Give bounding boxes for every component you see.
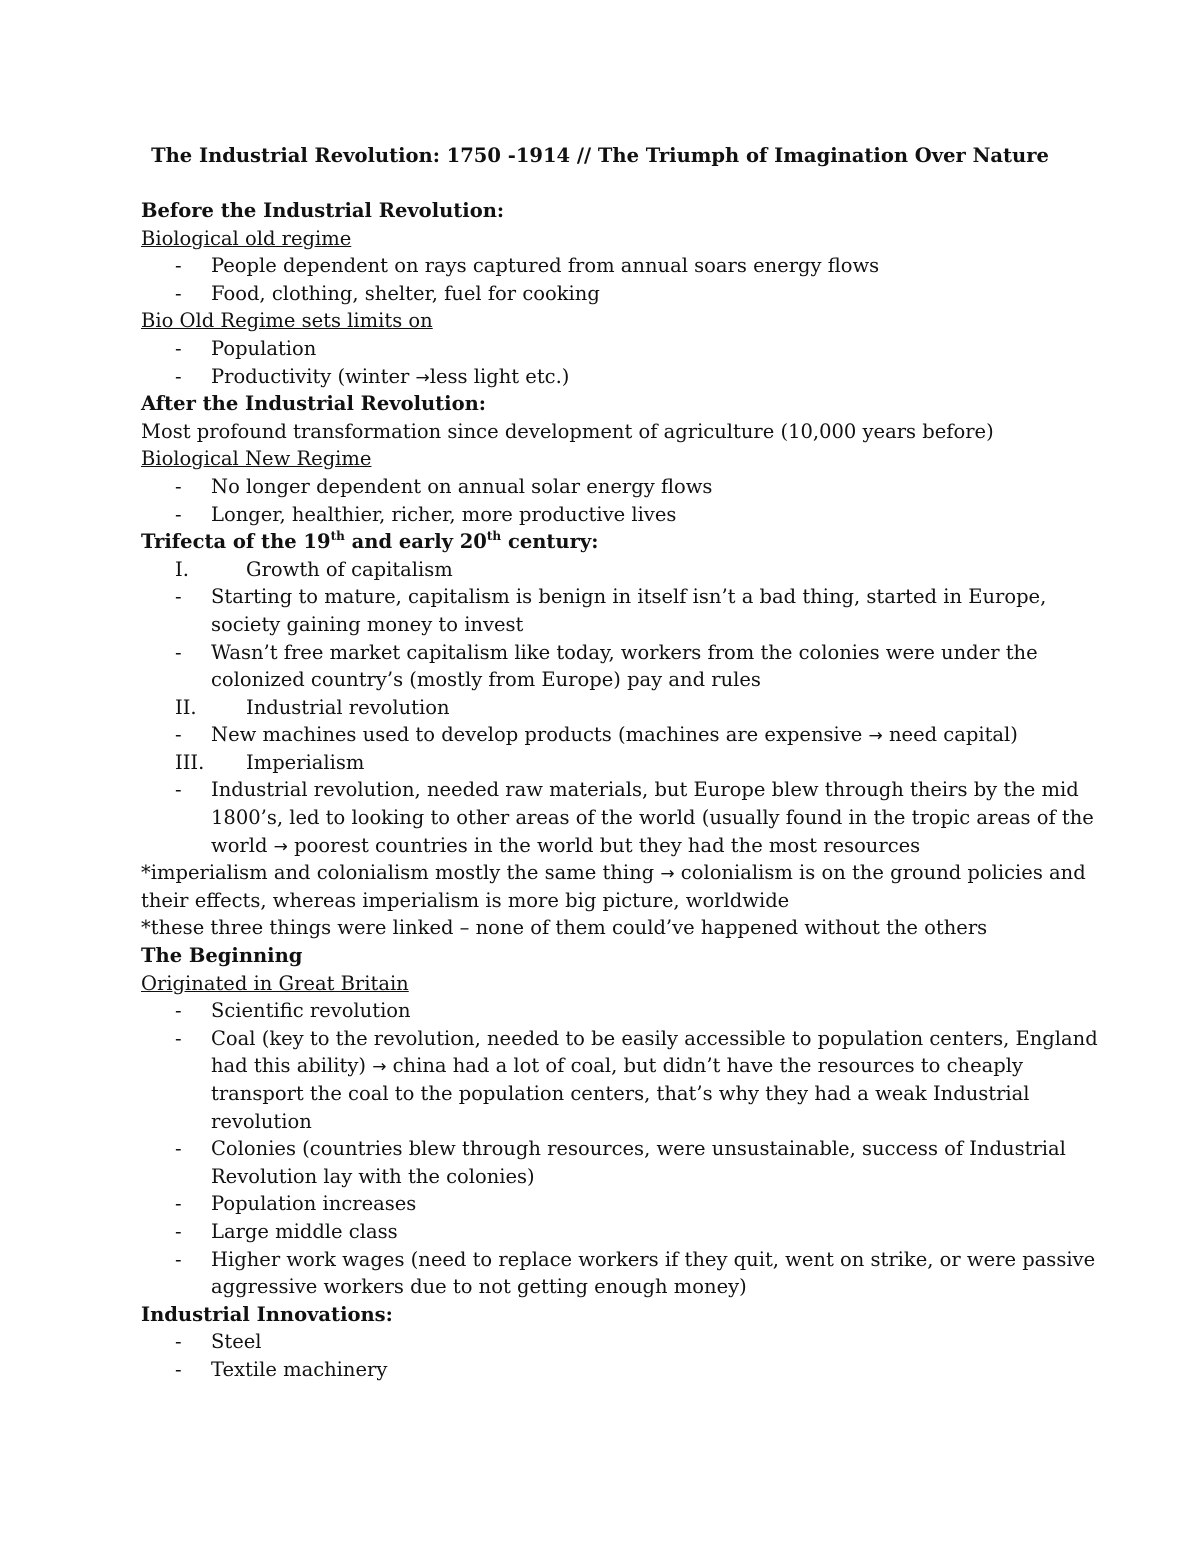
list-item-text: Starting to mature, capitalism is benign in itself isn’t a bad thing, started in Europe, [211,585,1047,609]
list-item [141,1218,1071,1246]
arrow-right-icon: → [273,836,288,857]
subheading-limits: Bio Old Regime sets limits on [141,309,433,333]
list-item-text: Wasn’t free market capitalism like today, workers from the colonies were under the [211,640,1038,664]
subheading-biological-old-regime: Biological old regime [141,226,352,250]
heading-text: and early 20 [344,530,487,554]
list-item-text: New machines used to develop products (machines are expensive [211,723,869,747]
bullet-dash: - [175,281,182,305]
list-item-text: Population [211,336,317,360]
subheading-biological-new-regime: Biological New Regime [141,447,372,471]
list-item-text: Longer, healthier, richer, more productive lives [211,502,677,526]
document-title: The Industrial Revolution: 1750 -1914 // The Triumph of Imagination Over Nature [151,144,1049,167]
list-item-text: Scientific revolution [211,999,411,1023]
list-item-text: Productivity (winter [211,364,416,388]
list-item-text: Steel [211,1330,262,1354]
section-heading-trifecta [141,528,1071,556]
bullet-dash: - [175,364,182,388]
note: *these three things were linked – none of them could’ve happened without the others [141,916,988,940]
bullet-dash: - [175,336,182,360]
list-item [141,721,1071,749]
roman-item-capitalism [141,556,1071,584]
list-item-text: No longer dependent on annual solar energy flows [211,474,713,498]
section-heading-beginning: The Beginning [141,944,303,968]
list-item-text: poorest countries in the world but they had the most resources [287,833,921,857]
bullet-dash: - [175,585,182,609]
bullet-dash: - [175,502,182,526]
note [141,859,1086,887]
list-item [141,473,1071,501]
roman-numeral: I. [175,557,189,581]
list-item-text: need capital) [882,723,1018,747]
bullet-dash: - [175,474,182,498]
section-heading-innovations: Industrial Innovations: [141,1302,393,1326]
list-item [141,639,1071,667]
document-body [141,197,1098,1384]
list-item [141,1356,1071,1384]
list-item-text: People dependent on rays captured from annual soars energy flows [211,254,880,278]
list-item [141,501,1071,529]
roman-numeral: II. [175,695,197,719]
bullet-dash: - [175,640,182,664]
note-text: colonialism is on the ground policies and [674,861,1086,885]
bullet-dash: - [175,778,182,802]
list-item [141,363,1071,391]
superscript: th [330,529,345,544]
heading-text: century: [501,530,599,554]
bullet-dash: - [175,1357,182,1381]
list-item [141,997,1071,1025]
list-item-continuation [141,832,1071,860]
list-item-text: had this ability) [211,1054,373,1078]
bullet-dash: - [175,1026,182,1050]
arrow-right-icon: → [660,864,675,885]
list-item-text: Population increases [211,1192,417,1216]
list-item-continuation: 1800’s, led to looking to other areas of the world (usually found in the tropic areas of the [211,806,1094,830]
list-item-text: Food, clothing, shelter, fuel for cooking [211,281,600,305]
list-item [141,1135,1071,1163]
heading-text: Trifecta of the 19 [141,530,331,554]
list-item-text: Textile machinery [211,1357,388,1381]
bullet-dash: - [175,723,182,747]
roman-item-text: Industrial revolution [246,695,450,719]
note-text: *imperialism and colonialism mostly the same thing [141,861,661,885]
bullet-dash: - [175,1192,182,1216]
list-item-continuation: aggressive workers due to not getting enough money) [211,1275,747,1299]
list-item-continuation: society gaining money to invest [211,612,524,636]
bullet-dash: - [175,1247,182,1271]
list-item [141,1246,1096,1274]
section-heading-before: Before the Industrial Revolution: [141,199,505,222]
paragraph: Most profound transformation since development of agriculture (10,000 years before) [141,419,994,443]
list-item-continuation: Revolution lay with the colonies) [211,1164,535,1188]
list-item [141,1190,1071,1218]
list-item-text: world [211,833,274,857]
bullet-dash: - [175,1330,182,1354]
roman-item-industrial [141,694,1071,722]
roman-item-text: Growth of capitalism [246,557,453,581]
roman-item-imperialism [141,749,1071,777]
list-item-text: less light etc.) [429,364,570,388]
list-item-text: Industrial revolution, needed raw materials, but Europe blew through theirs by the mid [211,778,1079,802]
subheading-great-britain: Originated in Great Britain [141,971,409,995]
bullet-dash: - [175,1137,182,1161]
arrow-right-icon: → [372,1057,387,1078]
roman-numeral: III. [175,750,205,774]
list-item [141,1025,1098,1053]
list-item-continuation: transport the coal to the population centers, that’s why they had a weak Industrial [211,1082,1030,1105]
list-item-text: Colonies (countries blew through resources, were unsustainable, success of Industrial [211,1137,1066,1161]
list-item [141,252,1071,280]
arrow-right-icon: → [868,726,883,747]
list-item [141,280,1071,308]
bullet-dash: - [175,254,182,278]
list-item-continuation [141,1052,1071,1080]
bullet-dash: - [175,1219,182,1243]
section-heading-after: After the Industrial Revolution: [141,392,486,416]
list-item [141,776,1079,804]
list-item-text: Large middle class [211,1219,398,1243]
roman-item-text: Imperialism [246,750,365,774]
list-item-text: china had a lot of coal, but didn’t have the resources to cheaply [386,1054,1023,1078]
arrow-right-icon: → [415,367,430,388]
bullet-dash: - [175,999,182,1023]
list-item [141,1328,1071,1356]
list-item-text: Higher work wages (need to replace workers if they quit, went on strike, or were passive [211,1247,1096,1271]
list-item-text: Coal (key to the revolution, needed to be easily accessible to population centers, England [211,1026,1098,1050]
list-item [141,335,1071,363]
list-item [141,583,1071,611]
list-item-continuation: revolution [211,1109,312,1133]
list-item-continuation: colonized country’s (mostly from Europe) pay and rules [211,668,761,692]
superscript: th [486,529,502,544]
note-continuation: their effects, whereas imperialism is more big picture, worldwide [141,888,790,912]
